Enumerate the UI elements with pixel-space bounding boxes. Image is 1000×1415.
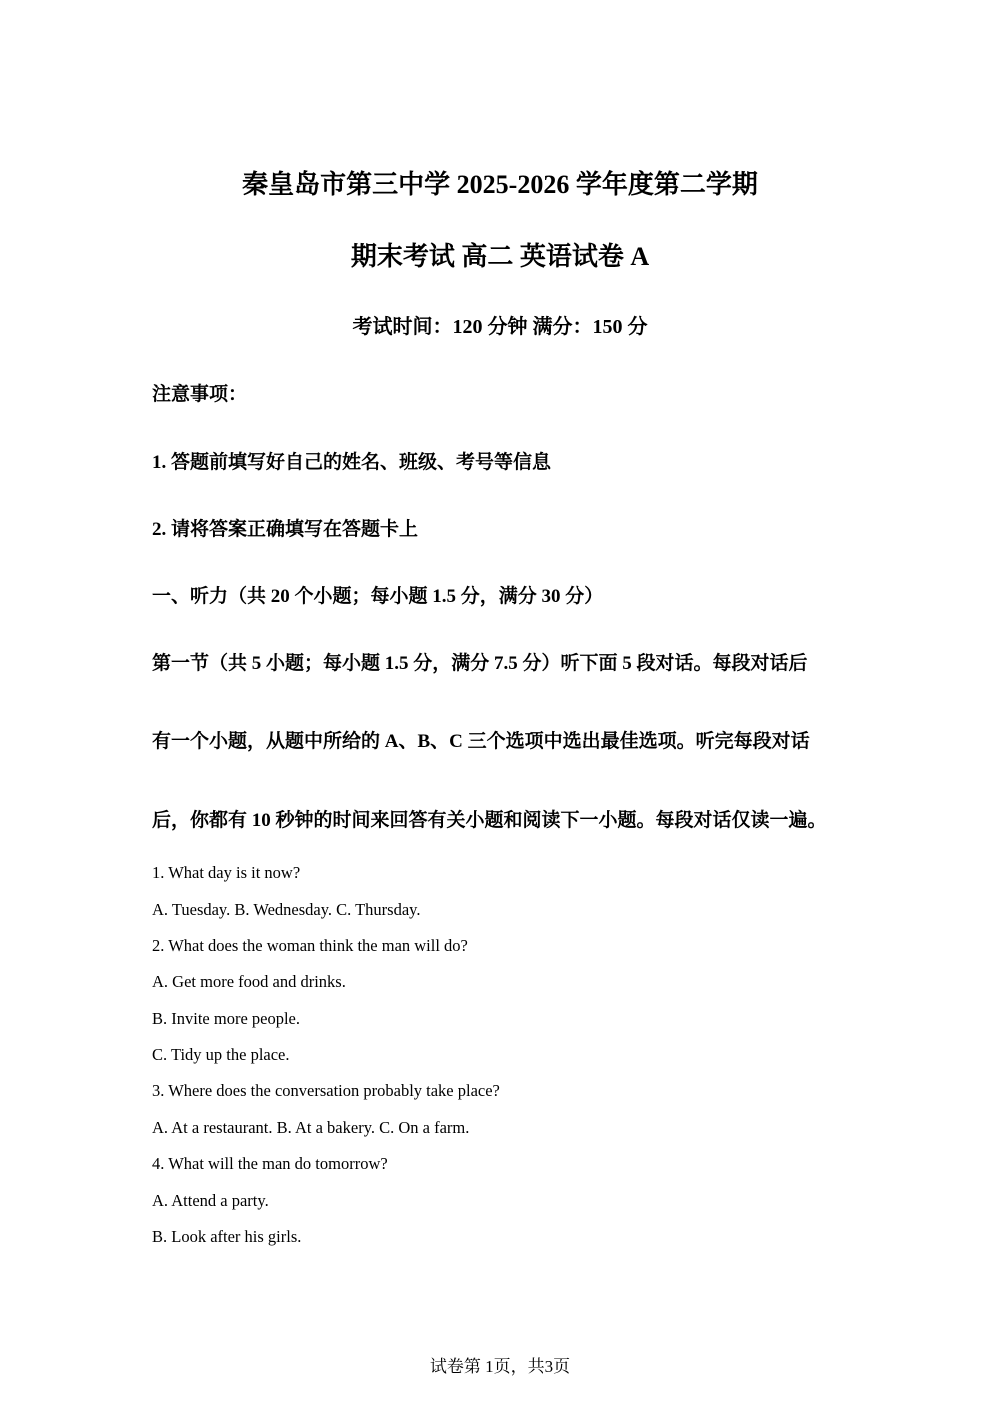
section-heading-listening: 一、听力（共 20 个小题；每小题 1.5 分，满分 30 分） [152, 586, 604, 607]
page-footer: 试卷第 1页，共3页 [429, 1357, 571, 1376]
question-2: 2. What does the woman think the man will do? [152, 936, 468, 955]
exam-title-line2: 期末考试 高二 英语试卷 A [350, 242, 650, 271]
question-4: 4. What will the man do tomorrow? [152, 1154, 388, 1173]
question-3: 3. Where does the conversation probably take place? [152, 1081, 500, 1100]
instruction-line-1: 第一节（共 5 小题；每小题 1.5 分，满分 7.5 分）听下面 5 段对话。每段对话后 [152, 653, 808, 674]
instruction-line-3: 后，你都有 10 秒钟的时间来回答有关小题和阅读下一小题。每段对话仅读一遍。 [152, 810, 827, 831]
question-1-options: A. Tuesday. B. Wednesday. C. Thursday. [152, 900, 421, 919]
question-4-option-a: A. Attend a party. [152, 1191, 269, 1210]
instruction-line-2: 有一个小题，从题中所给的 A、B、C 三个选项中选出最佳选项。听完每段对话 [152, 731, 810, 752]
question-2-option-a: A. Get more food and drinks. [152, 972, 346, 991]
question-4-option-b: B. Look after his girls. [152, 1227, 302, 1246]
note-item-1: 1. 答题前填写好自己的姓名、班级、考号等信息 [152, 452, 552, 473]
question-2-option-c: C. Tidy up the place. [152, 1045, 290, 1064]
notes-heading: 注意事项： [152, 384, 248, 405]
exam-info: 考试时间：120 分钟 满分：150 分 [352, 316, 648, 338]
question-2-option-b: B. Invite more people. [152, 1009, 301, 1028]
question-1: 1. What day is it now? [152, 863, 301, 882]
question-3-options: A. At a restaurant. B. At a bakery. C. On a farm. [152, 1118, 470, 1137]
note-item-2: 2. 请将答案正确填写在答题卡上 [152, 519, 419, 540]
exam-title-line1: 秦皇岛市第三中学 2025-2026 学年度第二学期 [242, 170, 758, 199]
